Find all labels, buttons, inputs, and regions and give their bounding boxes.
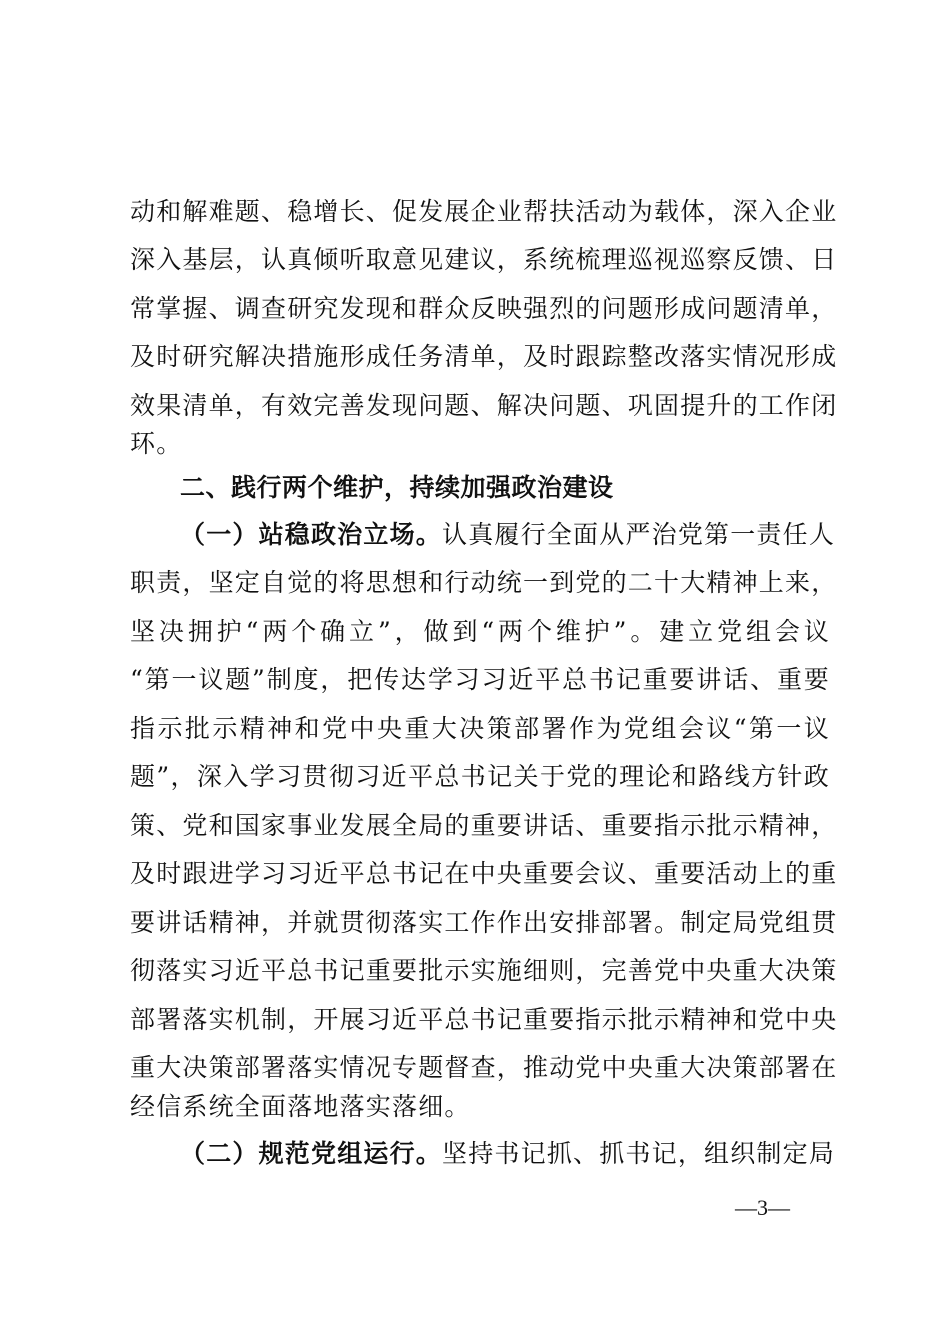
subsection-first-line (180, 520, 836, 550)
text-line: 坚决拥护“两个确立”，做到“两个维护”。建立党组会议 (130, 617, 830, 646)
subsection-first-line (180, 1139, 836, 1169)
text-line: 环。 (130, 429, 183, 458)
text-line: 效果清单，有效完善发现问题、解决问题、巩固提升的工作闭 (130, 391, 838, 420)
text-line: 职责，坚定自觉的将思想和行动统一到党的二十大精神上来， (130, 568, 838, 597)
text-line: 题”，深入学习贯彻习近平总书记关于党的理论和路线方针政 (130, 762, 830, 791)
text-line: 要讲话精神，并就贯彻落实工作作出安排部署。制定局党组贯 (130, 908, 838, 937)
subsection-text: 坚持书记抓、抓书记，组织制定局 (442, 1139, 836, 1168)
text-line: 及时跟进学习习近平总书记在中央重要会议、重要活动上的重 (130, 859, 838, 888)
subsection-text: 认真履行全面从严治党第一责任人 (442, 520, 836, 549)
text-line: “第一议题”制度，把传达学习习近平总书记重要讲话、重要 (130, 665, 830, 694)
subsection-title: （二）规范党组运行。 (180, 1139, 443, 1168)
text-line: 重大决策部署落实情况专题督查，推动党中央重大决策部署在 (130, 1053, 838, 1082)
text-line: 彻落实习近平总书记重要批示实施细则，完善党中央重大决策 (130, 956, 838, 985)
text-line: 动和解难题、稳增长、促发展企业帮扶活动为载体，深入企业 (130, 197, 838, 226)
text-line: 部署落实机制，开展习近平总书记重要指示批示精神和党中央 (130, 1005, 838, 1034)
text-line: 及时研究解决措施形成任务清单，及时跟踪整改落实情况形成 (130, 342, 838, 371)
text-line: 经信系统全面落地落实落细。 (130, 1092, 471, 1121)
text-line: 策、党和国家事业发展全局的重要讲话、重要指示批示精神， (130, 811, 838, 840)
page-number: —3— (735, 1195, 790, 1220)
subsection-title: （一）站稳政治立场。 (180, 520, 443, 549)
section-heading: 二、践行两个维护，持续加强政治建设 (180, 473, 614, 502)
text-line: 常掌握、调查研究发现和群众反映强烈的问题形成问题清单， (130, 294, 838, 323)
text-line: 指示批示精神和党中央重大决策部署作为党组会议“第一议 (130, 714, 830, 743)
text-line: 深入基层，认真倾听取意见建议，系统梳理巡视巡察反馈、日 (130, 245, 838, 274)
